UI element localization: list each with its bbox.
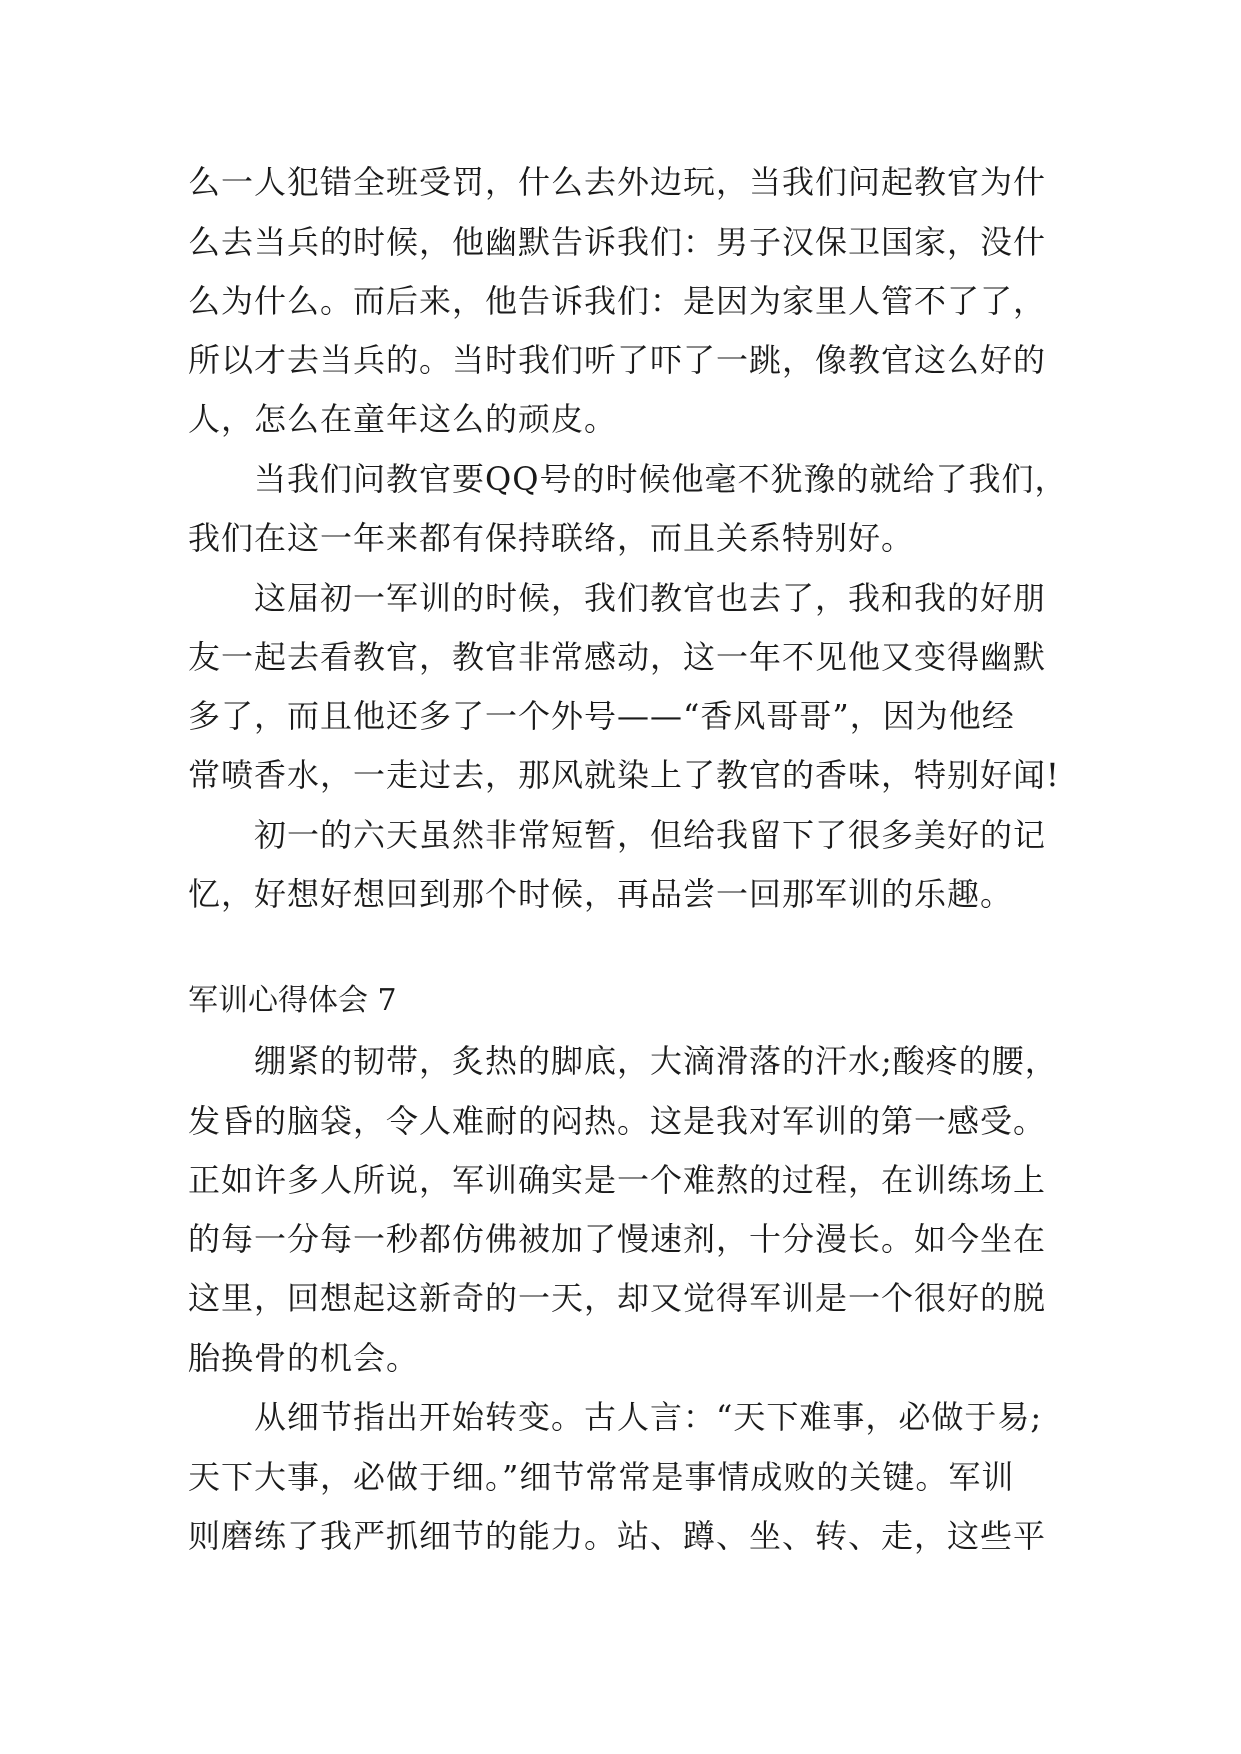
paragraph-line: 么一人犯错全班受罚，什么去外边玩，当我们问起教官为什 xyxy=(188,163,1047,201)
paragraph-line: 发昏的脑袋，令人难耐的闷热。这是我对军训的第一感受。 xyxy=(188,1102,1047,1140)
paragraph-line: 人，怎么在童年这么的顽皮。 xyxy=(188,400,618,438)
paragraph-line: 么去当兵的时候，他幽默告诉我们：男子汉保卫国家，没什 xyxy=(188,223,1047,261)
paragraph-line: 从细节指出开始转变。古人言：“天下难事，必做于易; xyxy=(188,1398,1043,1436)
paragraph-line: 所以才去当兵的。当时我们听了吓了一跳，像教官这么好的 xyxy=(188,341,1047,379)
paragraph-line: 的每一分每一秒都仿佛被加了慢速剂，十分漫长。如今坐在 xyxy=(188,1220,1047,1258)
paragraph-line: 这里，回想起这新奇的一天，却又觉得军训是一个很好的脱 xyxy=(188,1279,1047,1317)
paragraph-line: 友一起去看教官，教官非常感动，这一年不见他又变得幽默 xyxy=(188,638,1047,676)
section-title: 军训心得体会 7 xyxy=(188,983,397,1018)
paragraph-line: 常喷香水，一走过去，那风就染上了教官的香味，特别好闻! xyxy=(188,756,1060,794)
paragraph-line: 正如许多人所说，军训确实是一个难熬的过程，在训练场上 xyxy=(188,1161,1047,1199)
paragraph-line: 则磨练了我严抓细节的能力。站、蹲、坐、转、走，这些平 xyxy=(188,1517,1047,1555)
paragraph-line: 我们在这一年来都有保持联络，而且关系特别好。 xyxy=(188,519,915,557)
paragraph-line: 绷紧的韧带，炙热的脚底，大滴滑落的汗水;酸疼的腰， xyxy=(188,1042,1058,1080)
paragraph-line: 这届初一军训的时候，我们教官也去了，我和我的好朋 xyxy=(188,579,1047,617)
paragraph-line: 当我们问教官要QQ号的时候他毫不犹豫的就给了我们， xyxy=(188,460,1068,498)
paragraph-line: 胎换骨的机会。 xyxy=(188,1339,420,1377)
paragraph-line: 初一的六天虽然非常短暂，但给我留下了很多美好的记 xyxy=(188,816,1047,854)
paragraph-line: 忆，好想好想回到那个时候，再品尝一回那军训的乐趣。 xyxy=(188,875,1014,913)
paragraph-line: 多了，而且他还多了一个外号——“香风哥哥”，因为他经 xyxy=(188,697,1015,735)
paragraph-line: 天下大事，必做于细。”细节常常是事情成败的关键。军训 xyxy=(188,1458,1015,1496)
paragraph-line: 么为什么。而后来，他告诉我们：是因为家里人管不了了， xyxy=(188,282,1047,320)
